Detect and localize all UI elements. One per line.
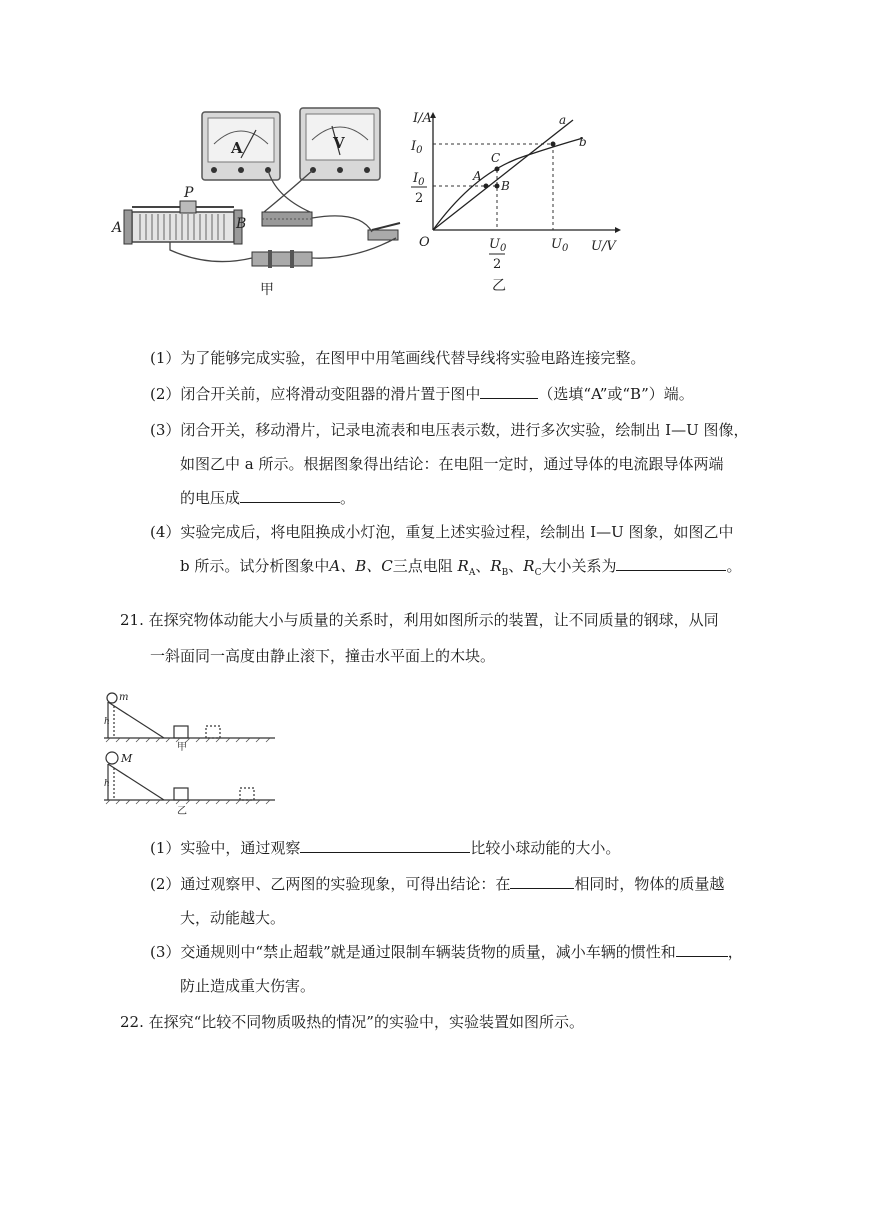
y-axis-label: I/A [413,111,432,126]
q20-part1: (1）为了能够完成实验，在图甲中用笔画线代替导线将实验电路连接完整。 [150,349,646,367]
q21-part1-text-b: 比较小球动能的大小。 [470,839,621,857]
x-tick-u0-sub: 0 [561,243,569,254]
x-axis-label: U/V [591,239,616,254]
y-tick-half-sub: 0 [418,177,425,188]
q20-ra: R [457,557,469,575]
curve-a-label: a [559,113,567,127]
y-tick-half-num: I [413,171,419,186]
q21-part3-text-b: ， [727,943,743,961]
q20-part4-text-c: 大小关系为 [541,557,617,575]
svg-text:I0 [412,171,425,188]
caption-jia-top: 甲 [260,282,274,298]
q20-part3-line3 [180,488,355,508]
height-label-jia: h [104,717,110,727]
q20-ra-sub: A [468,568,476,578]
q20-sep1: 、 [475,557,491,575]
point-b-dot [495,184,500,189]
mass-small-label: m [119,692,129,703]
point-c-label: C [491,151,501,165]
q21-part3-line1 [150,942,743,962]
q21-part2-text-b: 相同时，物体的质量越 [574,875,725,893]
ramp-jia [104,693,275,738]
switch [368,223,400,240]
origin-label: O [419,235,430,250]
q20-sep2: 、 [508,557,524,575]
caption-yi-ramp: 乙 [177,806,187,817]
q20-part4-points: A、B、C [329,557,393,575]
ramp-figure [100,690,280,820]
q21-stem-line2: 一斜面同一高度由静止滚下，撞击水平面上的木块。 [150,647,496,665]
height-label-yi: h [104,779,110,789]
q20-part4-blank[interactable] [616,556,726,571]
q20-part2-blank[interactable] [480,384,538,399]
ammeter-label: A [231,139,243,157]
iu-graph [405,110,625,300]
q20-part3-line1: (3）闭合开关，移动滑片，记录电流表和电压表示数，进行多次实验，绘制出 I—U 图像， [150,421,749,439]
caption-yi-top: 乙 [492,278,506,294]
q20-part4-line1: (4）实验完成后，将电阻换成小灯泡，重复上述实验过程，绘制出 I—U 图象，如图乙中 [150,523,734,541]
svg-text:I0 [410,139,423,156]
q20-part4-text-b: 三点电阻 [392,557,453,575]
q20-part4-text-a: b 所示。试分析图象中 [180,557,330,575]
caption-jia-ramp: 甲 [177,742,187,753]
x-tick-half-den: 2 [493,257,502,272]
q20-part2 [150,384,694,404]
q21-part1-blank[interactable] [300,838,470,853]
q20-part3-blank[interactable] [240,488,340,503]
q21-part1-text-a: (1）实验中，通过观察 [150,839,301,857]
q20-part3-line2: 如图乙中 a 所示。根据图象得出结论：在电阻一定时，通过导体的电流跟导体两端 [180,455,724,473]
battery [252,250,312,268]
q20-rb: R [490,557,502,575]
q21-part2-text-a: (2）通过观察甲、乙两图的实验现象，可得出结论：在 [150,875,511,893]
voltmeter-label: V [333,134,345,152]
point-c-dot [495,167,500,172]
curve-a-line [433,120,573,230]
curve-b-label: b [579,135,587,149]
q21-stem-line1: 21. 在探究物体动能大小与质量的关系时，利用如图所示的装置，让不同质量的钢球，从同 [120,611,719,629]
mass-large-label: M [121,752,133,765]
q20-rc: R [523,557,535,575]
point-a-label: A [473,169,482,183]
q20-rb-sub: B [501,568,509,578]
rheostat-end-a-label: A [112,220,123,236]
q20-part3-text: 的电压成 [180,489,241,507]
svg-text:U0 [489,237,507,254]
q20-part2-text-a: (2）闭合开关前，应将滑动变阻器的滑片置于图中 [150,385,481,403]
q21-part1 [150,838,620,858]
q22-stem: 22. 在探究“比较不同物质吸热的情况”的实验中，实验装置如图所示。 [120,1013,584,1031]
circuit-figure [110,100,420,305]
y-tick-i0: I [411,139,417,154]
q21-part3-blank[interactable] [676,942,728,957]
q21-part2-blank[interactable] [510,874,574,889]
q21-part2-line2: 大，动能越大。 [180,909,286,927]
point-a-dot [484,184,489,189]
q21-part2-line1 [150,874,724,894]
x-tick-half-num: U [489,237,500,252]
rheostat-end-b-label: B [236,216,247,232]
y-tick-half-den: 2 [415,191,424,206]
q20-rc-sub: C [534,568,542,578]
point-b-label: B [501,179,510,193]
q21-part3-line2: 防止造成重大伤害。 [180,977,316,995]
svg-text:U0 [551,237,569,254]
q20-part2-text-b: （选填“A”或“B”）端。 [538,385,694,403]
x-tick-half-sub: 0 [499,243,507,254]
rheostat-slider-label: P [184,185,194,201]
q20-part4-line2 [180,556,741,583]
q21-part3-text-a: (3）交通规则中“禁止超载”就是通过限制车辆装货物的质量，减小车辆的惯性和 [150,943,676,961]
rheostat [124,201,242,244]
x-tick-u0: U [551,237,562,252]
y-tick-i0-sub: 0 [416,145,423,156]
resistor [262,212,312,226]
q20-part3-end: 。 [340,489,356,507]
q20-part4-end: 。 [726,557,742,575]
